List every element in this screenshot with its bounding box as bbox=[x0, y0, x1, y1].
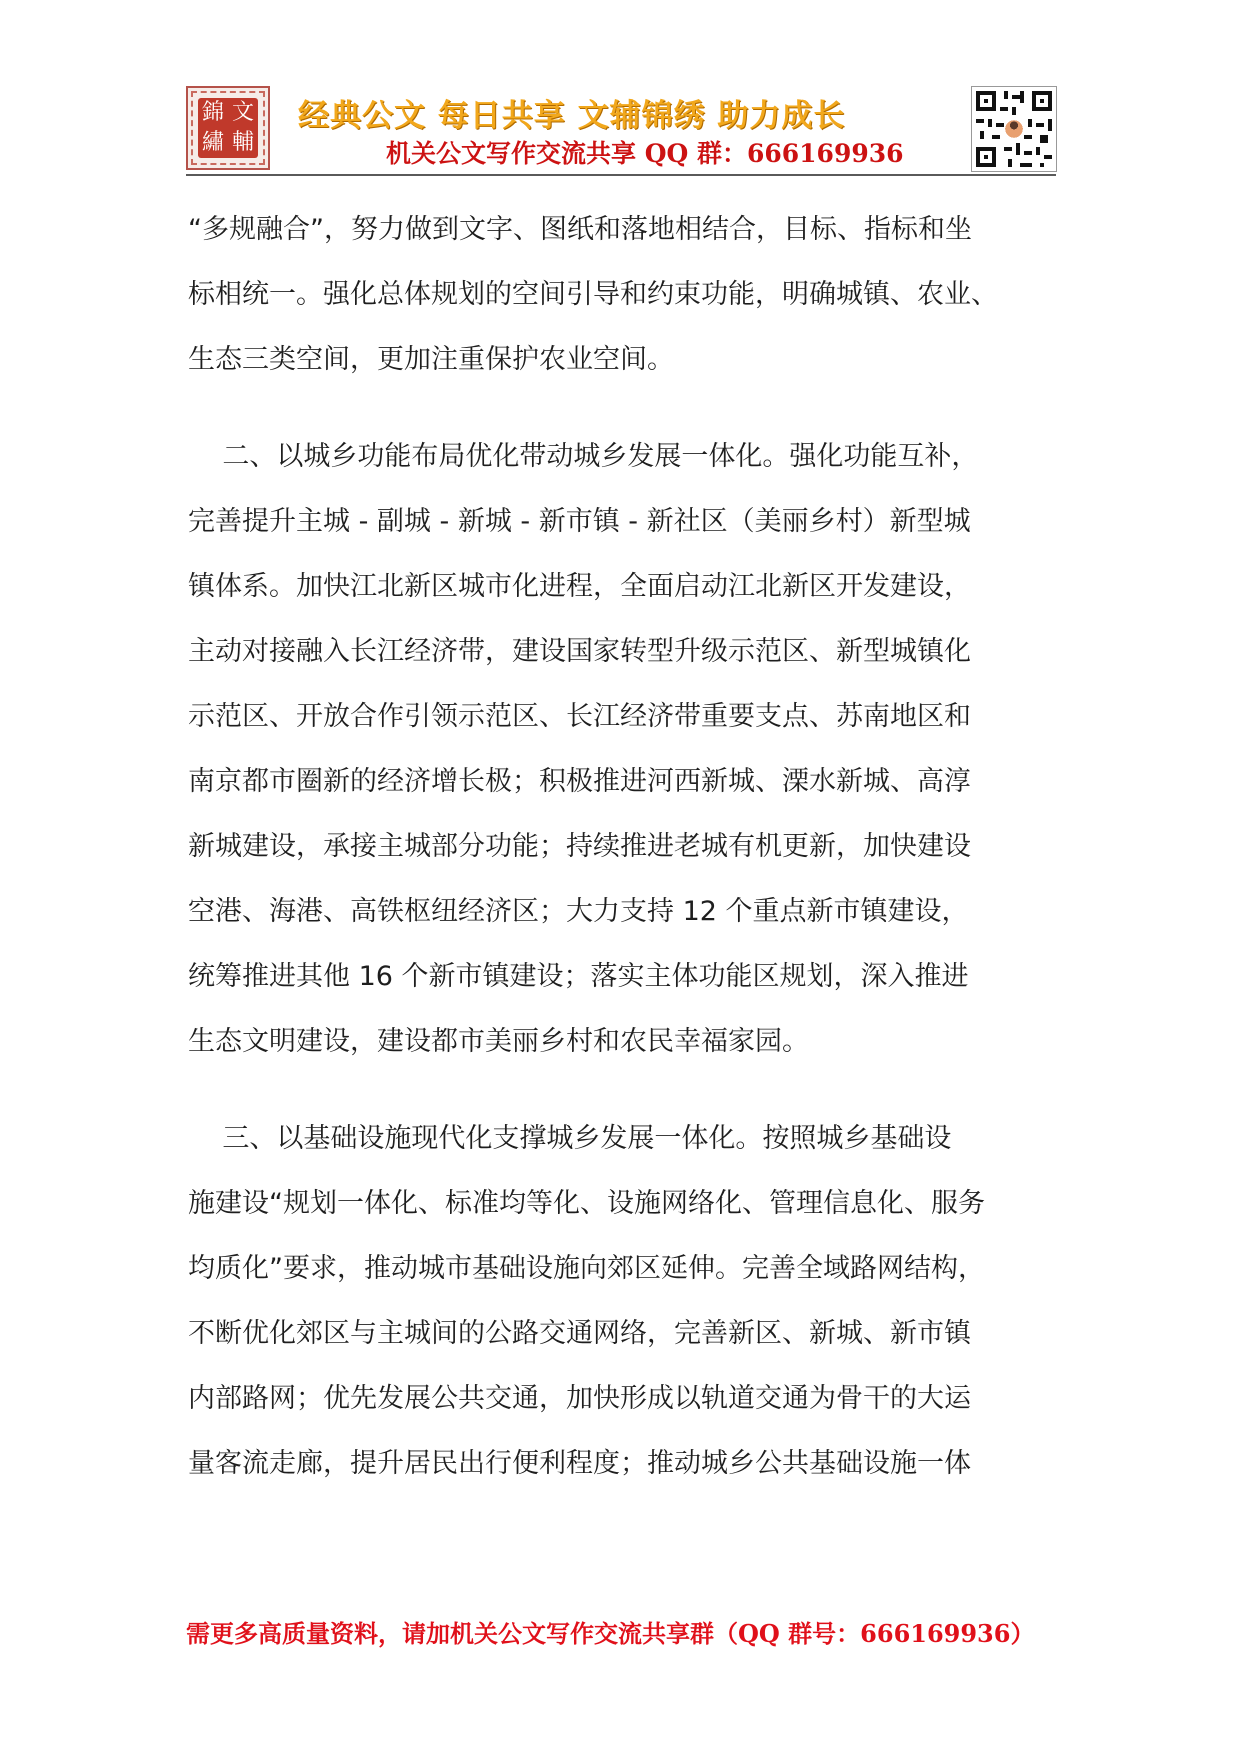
text-line: 内部路网；优先发展公共交通，加快形成以轨道交通为骨干的大运 bbox=[188, 1383, 971, 1414]
text-line: 三、以基础设施现代化支撑城乡发展一体化。按照城乡基础设 bbox=[188, 1123, 952, 1154]
seal-char: 輔 bbox=[231, 130, 254, 155]
text-line: 生态三类空间，更加注重保护农业空间。 bbox=[188, 344, 674, 375]
text-line: 施建设“规划一体化、标准均等化、设施网络化、管理信息化、服务 bbox=[188, 1188, 985, 1219]
text-line: 示范区、开放合作引领示范区、长江经济带重要支点、苏南地区和 bbox=[188, 701, 971, 732]
seal-logo bbox=[186, 86, 270, 170]
text-line: 完善提升主城 - 副城 - 新城 - 新市镇 - 新社区（美丽乡村）新型城 bbox=[188, 506, 971, 537]
text-line: 统筹推进其他 16 个新市镇建设；落实主体功能区规划，深入推进 bbox=[188, 961, 969, 992]
header-qq-group: 机关公文写作交流共享 QQ 群：666169936 bbox=[386, 139, 904, 168]
header-divider bbox=[186, 174, 1056, 176]
seal-char: 文 bbox=[231, 100, 254, 125]
seal-char: 錦 bbox=[201, 100, 224, 125]
text-line: 空港、海港、高铁枢纽经济区；大力支持 12 个重点新市镇建设， bbox=[188, 896, 969, 927]
seal-logo-mark bbox=[198, 98, 258, 158]
page-header bbox=[186, 86, 1056, 176]
seal-char: 繡 bbox=[201, 130, 224, 155]
paragraph-gap bbox=[188, 1074, 1058, 1106]
text-line: 新城建设，承接主城部分功能；持续推进老城有机更新，加快建设 bbox=[188, 831, 971, 862]
document-body bbox=[188, 197, 1058, 1496]
footer-promo: 需更多高质量资料，请加机关公文写作交流共享群（QQ 群号：666169936） bbox=[186, 1619, 1035, 1648]
text-line: 均质化”要求，推动城市基础设施向郊区延伸。完善全域路网结构， bbox=[188, 1253, 985, 1284]
qr-code-icon bbox=[971, 86, 1057, 172]
text-line: 不断优化郊区与主城间的公路交通网络，完善新区、新城、新市镇 bbox=[188, 1318, 971, 1349]
text-line: 镇体系。加快江北新区城市化进程，全面启动江北新区开发建设， bbox=[188, 571, 971, 602]
text-line: 生态文明建设，建设都市美丽乡村和农民幸福家园。 bbox=[188, 1026, 809, 1057]
text-line: 二、以城乡功能布局优化带动城乡发展一体化。强化功能互补， bbox=[188, 441, 979, 472]
text-line: 量客流走廊，提升居民出行便利程度；推动城乡公共基础设施一体 bbox=[188, 1448, 971, 1479]
text-line: 标相统一。强化总体规划的空间引导和约束功能，明确城镇、农业、 bbox=[188, 279, 998, 310]
text-line: “多规融合”，努力做到文字、图纸和落地相结合，目标、指标和坐 bbox=[188, 214, 972, 245]
text-line: 主动对接融入长江经济带，建设国家转型升级示范区、新型城镇化 bbox=[188, 636, 971, 667]
text-line: 南京都市圈新的经济增长极；积极推进河西新城、溧水新城、高淳 bbox=[188, 766, 971, 797]
paragraph-gap bbox=[188, 392, 1058, 424]
header-slogan: 经典公文 每日共享 文辅锦绣 助力成长 bbox=[298, 98, 846, 134]
